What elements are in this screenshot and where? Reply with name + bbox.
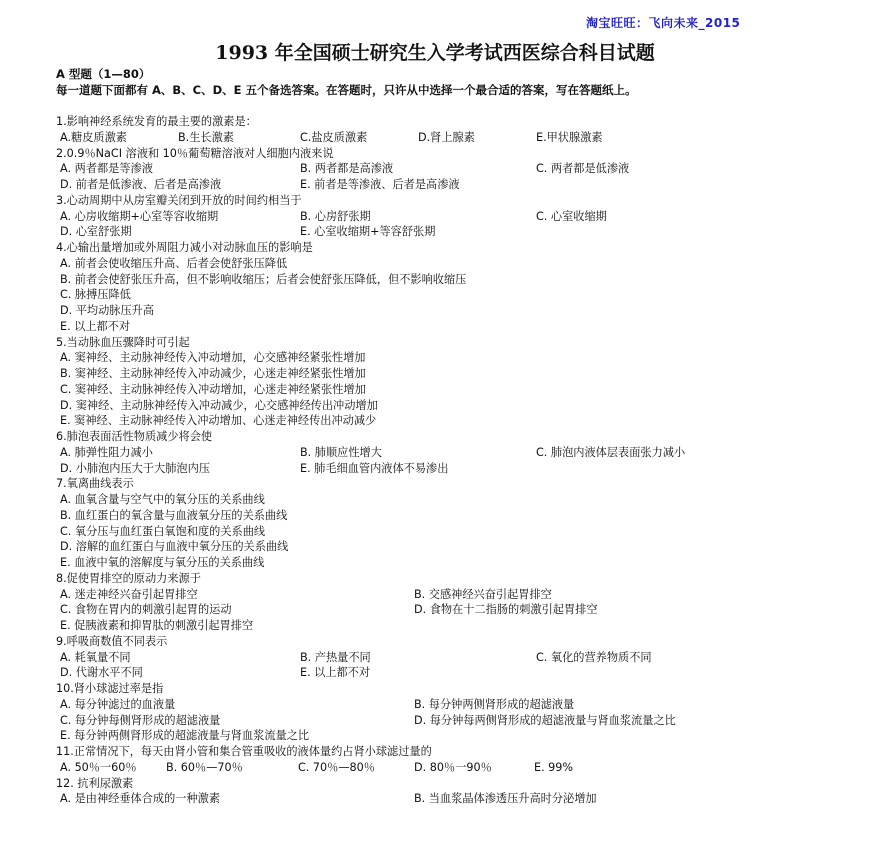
option-row — [56, 713, 856, 729]
option-row — [56, 161, 856, 177]
answer-option: A. 迷走神经兴奋引起胃排空 — [60, 587, 198, 601]
option-row — [56, 508, 856, 524]
option-row — [56, 445, 856, 461]
option-row — [56, 587, 856, 603]
answer-option: C. 食物在胃内的刺激引起胃的运动 — [60, 603, 232, 617]
answer-option: C. 肺泡内液体层表面张力减小 — [536, 445, 686, 459]
question — [56, 146, 856, 193]
option-row — [56, 350, 856, 366]
answer-option: A. 前者会使收缩压升高、后者会使舒张压降低 — [60, 256, 288, 270]
question-stem: 3.心动周期中从房室瓣关闭到开放的时间约相当于 — [56, 193, 302, 207]
answer-option: E. 促胰液素和抑胃肽的刺激引起胃排空 — [60, 619, 254, 632]
option-row — [56, 272, 856, 288]
answer-option: B. 肺顺应性增大 — [300, 445, 382, 459]
option-row — [56, 398, 856, 414]
answer-option: D. 每分钟每两侧肾形成的超滤液量与肾血浆流量之比 — [414, 713, 676, 727]
answer-option: B. 60％—70％ — [166, 760, 243, 774]
option-row — [56, 618, 856, 634]
answer-option: B.生长激素 — [178, 130, 234, 144]
question-list — [56, 114, 856, 807]
option-row — [56, 524, 856, 540]
answer-option: D. 小肺泡内压大于大肺泡内压 — [60, 461, 210, 475]
answer-option: A. 每分钟滤过的血液量 — [60, 697, 176, 711]
answer-option: D. 心室舒张期 — [60, 225, 132, 239]
option-row — [56, 287, 856, 303]
option-row — [56, 728, 856, 744]
answer-option: E. 血液中氧的溶解度与氧分压的关系曲线 — [60, 556, 265, 569]
question-stem: 12. 抗利尿激素 — [56, 776, 134, 790]
option-row — [56, 539, 856, 555]
answer-option: C.盐皮质激素 — [300, 130, 368, 144]
option-row — [56, 303, 856, 319]
option-row — [56, 665, 856, 681]
option-row — [56, 319, 856, 335]
option-row — [56, 697, 856, 713]
answer-option: B. 每分钟两侧肾形成的超滤液量 — [414, 697, 575, 711]
section-heading: A 型题（1—80） — [56, 67, 151, 81]
option-row — [56, 492, 856, 508]
option-row — [56, 791, 856, 807]
answer-option: D. 窦神经、主动脉神经传入冲动减少，心交感神经传出冲动增加 — [60, 398, 378, 412]
answer-option: D.肾上腺素 — [418, 130, 475, 144]
question-stem: 7.氧离曲线表示 — [56, 477, 134, 491]
answer-option: E. 窦神经、主动脉神经传入冲动增加、心迷走神经传出冲动减少 — [60, 414, 377, 428]
page-title: 1993 年全国硕士研究生入学考试西医综合科目试题 — [215, 42, 655, 64]
question — [56, 634, 856, 681]
question-stem: 6.肺泡表面活性物质减少将会使 — [56, 430, 213, 443]
answer-option: D. 前者是低渗液、后者是高渗液 — [60, 178, 222, 191]
question — [56, 429, 856, 476]
option-row — [56, 177, 856, 193]
answer-option: A. 两者都是等渗液 — [60, 162, 153, 176]
option-row — [56, 382, 856, 398]
question-stem: 8.促使胃排空的原动力来源于 — [56, 571, 201, 585]
question — [56, 335, 856, 430]
question — [56, 114, 856, 146]
answer-option: D. 平均动脉压升高 — [60, 304, 155, 317]
question-stem: 11.正常情况下，每天由肾小管和集合管重吸收的液体量约占肾小球滤过量的 — [56, 745, 432, 758]
option-row — [56, 413, 856, 429]
option-row — [56, 760, 856, 776]
answer-option: C. 脉搏压降低 — [60, 288, 131, 302]
option-row — [56, 461, 856, 477]
answer-option: E. 心室收缩期+等容舒张期 — [300, 225, 436, 239]
answer-option: B. 窦神经、主动脉神经传入冲动减少，心迷走神经紧张性增加 — [60, 367, 366, 380]
question — [56, 681, 856, 744]
question-stem: 1.影响神经系统发育的最主要的激素是： — [56, 115, 257, 128]
question-stem: 2.0.9％NaCI 溶液和 10％葡萄糖溶液对人细胞内液来说 — [56, 146, 334, 160]
instructions: 每一道题下面都有 A、B、C、D、E 五个备选答案。在答题时，只许从中选择一个最合适的答案，写在答题纸上。 — [56, 83, 637, 97]
answer-option: E. 前者是等渗液、后者是高渗液 — [300, 178, 460, 191]
option-row — [56, 602, 856, 618]
question — [56, 193, 856, 240]
answer-option: E. 以上都不对 — [60, 319, 131, 333]
answer-option: A. 心房收缩期+心室等容收缩期 — [60, 209, 219, 223]
answer-option: E. 每分钟两侧肾形成的超滤液量与肾血浆流量之比 — [60, 729, 310, 743]
answer-option: A. 是由神经垂体合成的一种激素 — [60, 792, 221, 806]
watermark: 淘宝旺旺：飞向未来_2015 — [586, 16, 741, 30]
answer-option: D. 溶解的血红蛋白与血液中氧分压的关系曲线 — [60, 540, 289, 554]
answer-option: C. 每分钟每侧肾形成的超滤液量 — [60, 713, 221, 727]
question — [56, 744, 856, 776]
question-stem: 10.肾小球滤过率是指 — [56, 682, 164, 695]
option-row — [56, 256, 856, 272]
answer-option: E. 以上都不对 — [300, 666, 371, 680]
answer-option: C. 氧化的营养物质不同 — [536, 650, 652, 664]
option-row — [56, 209, 856, 225]
option-row — [56, 366, 856, 382]
answer-option: B. 当血浆晶体渗透压升高时分泌增加 — [414, 792, 597, 806]
answer-option: B. 产热量不同 — [300, 650, 371, 664]
answer-option: B. 前者会使舒张压升高，但不影响收缩压；后者会使舒张压降低，但不影响收缩压 — [60, 272, 467, 286]
answer-option: E. 肺毛细血管内液体不易渗出 — [300, 461, 449, 475]
answer-option: D. 代谢水平不同 — [60, 666, 143, 680]
answer-option: A. 窦神经、主动脉神经传入冲动增加，心交感神经紧张性增加 — [60, 351, 366, 365]
answer-option: C. 两者都是低渗液 — [536, 162, 630, 176]
option-row — [56, 650, 856, 666]
option-row — [56, 224, 856, 240]
answer-option: B. 血红蛋白的氧含量与血液氧分压的关系曲线 — [60, 508, 288, 522]
question — [56, 240, 856, 335]
answer-option: C. 窦神经、主动脉神经传入冲动增加，心迷走神经紧张性增加 — [60, 382, 366, 396]
question-stem: 9.呼吸商数值不同表示 — [56, 634, 168, 648]
answer-option: A. 肺弹性阻力减小 — [60, 445, 153, 459]
answer-option: A.糖皮质激素 — [60, 130, 127, 144]
answer-option: C. 70％—80％ — [298, 760, 375, 774]
answer-option: E. 99% — [534, 760, 574, 774]
answer-option: B. 心房舒张期 — [300, 209, 371, 223]
question-stem: 5.当动脉血压骤降时可引起 — [56, 335, 190, 349]
option-row — [56, 130, 856, 146]
answer-option: E.甲状腺激素 — [536, 130, 603, 144]
question — [56, 776, 856, 808]
answer-option: A. 血氧含量与空气中的氧分压的关系曲线 — [60, 493, 265, 506]
answer-option: C. 氧分压与血红蛋白氧饱和度的关系曲线 — [60, 524, 266, 538]
answer-option: B. 两者都是高渗液 — [300, 162, 394, 176]
option-row — [56, 555, 856, 571]
answer-option: C. 心室收缩期 — [536, 209, 607, 223]
answer-option: A. 耗氧量不同 — [60, 650, 131, 664]
answer-option: B. 交感神经兴奋引起胃排空 — [414, 587, 552, 601]
question-stem: 4.心输出量增加或外周阻力减小对动脉血压的影响是 — [56, 241, 313, 254]
question — [56, 476, 856, 571]
answer-option: D. 食物在十二指肠的刺激引起胃排空 — [414, 603, 598, 617]
answer-option: A. 50％一60％ — [60, 760, 137, 774]
question — [56, 571, 856, 634]
answer-option: D. 80％一90％ — [414, 760, 492, 774]
